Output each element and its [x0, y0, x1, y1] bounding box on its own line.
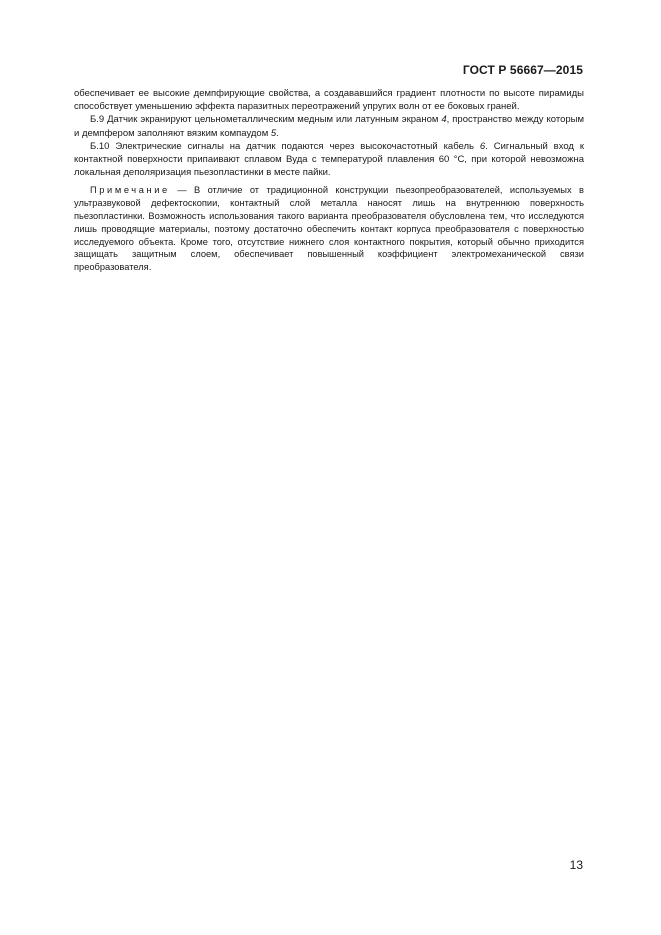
paragraph-b9 [74, 113, 584, 139]
note-text: В отличие от традиционной конструкции пьезопреобразователей, используемых в ультразвуковой дефектоскопии, контактный слой металла наносят лишь на внутреннюю поверхность пьезопластинки. Возможность использования такого варианта преобразователя обусловлена тем, что исследуются лишь проводящие материалы, поэтому достаточно обеспечить контакт корпуса преобразователя с поверхностью исследуемого объекта. Кроме того, отсутствие нижнего слоя контактного покрытия, который обычно приходится защищать защитным слоем, обеспечивает повышенный коэффициент электромеханической связи преобразователя. [74, 185, 584, 273]
page-number: 13 [569, 858, 583, 872]
figure-ref: 4 [441, 114, 447, 126]
paragraph-text: Б.10 Электрические сигналы на датчик подаются через высокочастотный кабель [90, 140, 480, 152]
note-dash: — [169, 185, 194, 196]
standard-id-header: ГОСТ Р 56667—2015 [462, 63, 583, 77]
paragraph-b10 [74, 140, 584, 180]
paragraph-text: обеспечивает ее высокие демпфирующие свойства, а создававшийся градиент плотности по высоте пирамиды способствует уменьшению эффекта паразитных переотражений упругих волн от ее боковых граней. [74, 88, 584, 113]
paragraph-continuation [74, 87, 584, 113]
note-paragraph [74, 184, 584, 274]
body-text [74, 87, 584, 274]
paragraph-text: . Сигнальный вход к контактной поверхности припаивают сплавом Вуда с температурой плавления 60 °С, при которой невозможна локальная деполяризация пьезопластинки в месте пайки. [74, 140, 584, 179]
figure-ref: 5 [270, 127, 277, 139]
note-label: Примечание [90, 185, 170, 196]
paragraph-text: . [276, 127, 279, 139]
paragraph-text: Б.9 Датчик экранируют цельнометаллическим медным или латунным экраном [90, 114, 442, 126]
paragraph-text: , пространство между которым и демпфером заполняют вязким компаудом [74, 114, 585, 139]
figure-ref: 6 [479, 140, 486, 152]
